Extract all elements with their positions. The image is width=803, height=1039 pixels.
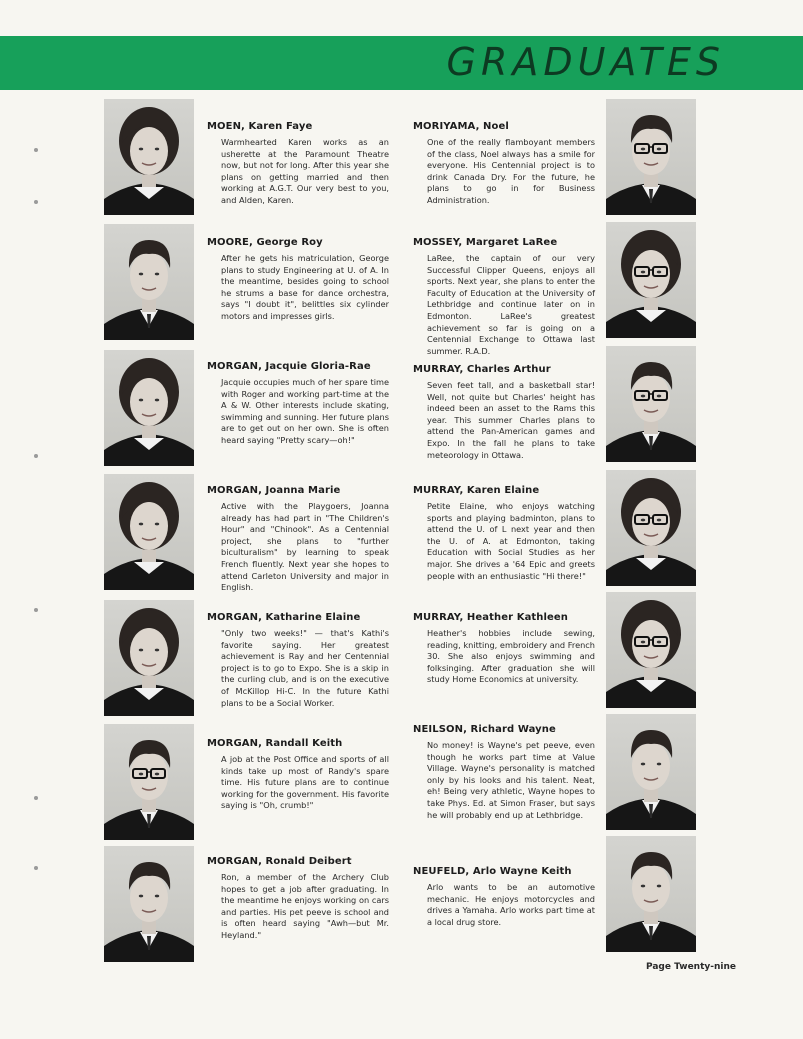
binder-hole xyxy=(34,796,38,800)
graduate-bio: Ron, a member of the Archery Club hopes to get a job after graduating. In the meantime he enjoys working on cars and parties. His pet peeve is school and is often heard saying "Awh—but Mr. Heyland." xyxy=(221,872,389,940)
graduate-bio: After he gets his matriculation, George plans to study Engineering at U. of A. In the meantime, besides going to school he strums a base for dance orchestra, says "I doubt it", belittles six cylinder motors and impresses girls. xyxy=(221,253,389,321)
graduate-bio: Seven feet tall, and a basketball star! Well, not quite but Charles' height has indeed been an asset to the Rams this year. This summer Charles plans to attend the Pan-American games and Expo. In the fall he plans to take meteorology in Ottawa. xyxy=(427,380,595,460)
graduate-entry xyxy=(207,361,389,447)
binder-hole xyxy=(34,866,38,870)
binder-hole xyxy=(34,200,38,204)
binder-hole xyxy=(34,608,38,612)
graduate-name: MOORE, George Roy xyxy=(207,237,323,248)
portrait-photo xyxy=(606,592,696,708)
graduate-bio: LaRee, the captain of our very Successful Clipper Queens, enjoys all sports. Next year, she plans to enter the Faculty of Education at the University of Lethbridge and continue later on in Edmonton. LaRee's greatest achievement so far is going on a Centennial Exchange to Ottawa last summer. R.A.D. xyxy=(427,253,595,356)
portrait-photo xyxy=(104,724,194,840)
portrait-photo xyxy=(606,714,696,830)
portrait-photo xyxy=(104,350,194,466)
portrait-photo xyxy=(104,846,194,962)
graduate-bio: Warmhearted Karen works as an usherette at the Paramount Theatre now, but not for long. After this year she plans on getting married and then working at A.G.T. Our very best to you, and Alden, Karen. xyxy=(221,137,389,205)
page-number: Page Twenty-nine xyxy=(646,962,736,972)
graduate-name: MORGAN, Randall Keith xyxy=(207,738,343,749)
graduate-entry xyxy=(413,866,595,928)
graduate-name: MORGAN, Ronald Deibert xyxy=(207,856,352,867)
graduate-entry xyxy=(413,612,595,686)
graduate-entry xyxy=(413,724,595,821)
graduate-bio: One of the really flamboyant members of the class, Noel always has a smile for everyone. His Centennial project is to drink Canada Dry. For the future, he plans to go in for Business Administration. xyxy=(427,137,595,205)
graduate-name: NEILSON, Richard Wayne xyxy=(413,724,556,735)
graduate-name: MORIYAMA, Noel xyxy=(413,121,509,132)
graduate-entry xyxy=(207,856,389,942)
graduate-entry xyxy=(413,485,595,582)
portrait-photo xyxy=(606,346,696,462)
portrait-photo xyxy=(104,99,194,215)
portrait-photo xyxy=(104,474,194,590)
graduate-bio: Jacquie occupies much of her spare time with Roger and working part-time at the A & W. Other interests include skating, swimming and sunning. Her future plans are to get out on her own. She is often heard saying "Pretty scary—oh!" xyxy=(221,377,389,445)
graduate-name: MOEN, Karen Faye xyxy=(207,121,313,132)
graduate-bio: Arlo wants to be an automotive mechanic. He enjoys motorcycles and drives a Yamaha. Arlo works part time at a local drug store. xyxy=(427,882,595,927)
graduate-entry xyxy=(207,738,389,812)
graduate-bio: Petite Elaine, who enjoys watching sports and playing badminton, plans to attend the U. of L next year and then the U. of A. at Edmonton, taking Education with Social Studies as her major. She drives a '64 Epic and greets people with an enthusiastic "Hi there!" xyxy=(427,501,595,581)
graduate-name: MORGAN, Jacquie Gloria-Rae xyxy=(207,361,371,372)
graduate-bio: A job at the Post Office and sports of all kinds take up most of Randy's spare time. His future plans are to continue working for the government. His favorite saying is "Oh, crumb!" xyxy=(221,754,389,811)
graduate-entry xyxy=(207,485,389,594)
portrait-photo xyxy=(606,99,696,215)
graduate-entry xyxy=(413,121,595,207)
graduate-bio: No money! is Wayne's pet peeve, even though he works part time at Value Village. Wayne's personality is matched only by his looks and his talent. Neat, eh! Being very athletic, Wayne hopes to take Phys. Ed. at Simon Fraser, but says he will probably end up at Lethbridge. xyxy=(427,740,595,820)
graduate-entry xyxy=(207,121,389,207)
graduate-entry xyxy=(413,364,595,461)
portrait-photo xyxy=(606,470,696,586)
graduate-bio: Active with the Playgoers, Joanna already has had part in "The Children's Hour" and "Chinook". As a Centennial project, she plans to "further biculturalism" by learning to speak French fluently. Next year she hopes to attend Carleton University and major in English. xyxy=(221,501,389,593)
graduate-name: MURRAY, Karen Elaine xyxy=(413,485,540,496)
binder-hole xyxy=(34,148,38,152)
graduate-name: NEUFELD, Arlo Wayne Keith xyxy=(413,866,572,877)
page-title: GRADUATES xyxy=(446,40,725,84)
graduate-entry xyxy=(207,237,389,323)
portrait-photo xyxy=(606,836,696,952)
graduate-bio: Heather's hobbies include sewing, reading, knitting, embroidery and French 30. She also enjoys swimming and folksinging. After graduation she will study Home Economics at university. xyxy=(427,628,595,685)
graduate-name: MOSSEY, Margaret LaRee xyxy=(413,237,558,248)
graduate-entry xyxy=(207,612,389,709)
graduate-name: MORGAN, Katharine Elaine xyxy=(207,612,361,623)
header-banner xyxy=(0,36,803,90)
graduate-name: MURRAY, Charles Arthur xyxy=(413,364,551,375)
binder-hole xyxy=(34,454,38,458)
portrait-photo xyxy=(606,222,696,338)
portrait-photo xyxy=(104,224,194,340)
portrait-photo xyxy=(104,600,194,716)
graduate-entry xyxy=(413,237,595,357)
graduate-bio: "Only two weeks!" — that's Kathi's favorite saying. Her greatest achievement is Ray and her Centennial project is to go to Expo. She is a skip in the curling club, and is on the executive of McKillop Hi-C. In the future Kathi plans to be a Social Worker. xyxy=(221,628,389,708)
graduate-name: MURRAY, Heather Kathleen xyxy=(413,612,569,623)
graduate-name: MORGAN, Joanna Marie xyxy=(207,485,341,496)
